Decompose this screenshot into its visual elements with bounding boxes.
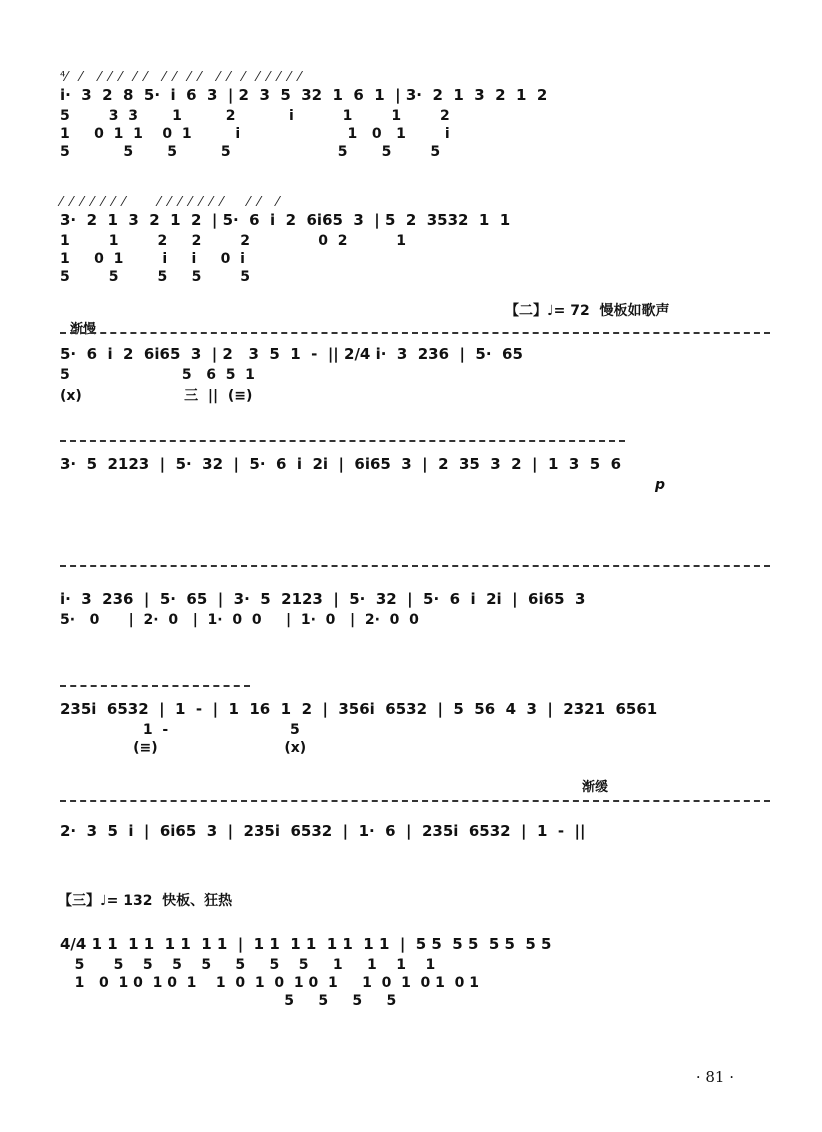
dashed-line [60, 332, 770, 334]
bass-line-1: 1 1 2 2 2 0 2 1 [60, 233, 407, 249]
bass-line-1: 5· 0 | 2· 0 | 1· 0 0 | 1· 0 | 2· 0 0 [60, 612, 419, 628]
bass-line-1: 5 3 3 1 2 i 1 1 2 [60, 108, 450, 124]
staff-system-6 [60, 700, 780, 780]
bass-line-2: (≡) (x) [60, 740, 307, 756]
staff-system-4 [60, 455, 780, 515]
bass-line-2: 1 0 1 i i 0 i [60, 251, 245, 267]
staff-system-1 [60, 70, 780, 180]
bass-line-2: 1 0 1 0 1 0 1 1 0 1 0 1 0 1 1 0 1 0 1 0 1 [60, 975, 480, 991]
melody-line: 2· 3 5 i | 6i65 3 | 235i 6532 | 1· 6 | 235i 6532 | 1 - || [60, 822, 586, 840]
melody-line: 3· 2 1 3 2 1 2 | 5· 6 i 2 6i65 3 | 5 2 3532 1 1 [60, 211, 511, 229]
bass-line-3: 5 5 5 5 5 [60, 269, 251, 285]
dynamic-mark: p [655, 477, 666, 493]
dashed-line [60, 440, 625, 442]
bass-line-2: 1 0 1 1 0 1 i 1 0 1 i [60, 126, 450, 142]
staff-system-2 [60, 195, 780, 305]
bass-line-2: (x) 三 || (≡) [60, 388, 253, 404]
melody-line: 3· 5 2123 | 5· 32 | 5· 6 i 2i | 6i65 3 | 2 35 3 2 | 1 3 5 6 [60, 455, 622, 473]
melody-line: i· 3 2 8 5· i 6 3 | 2 3 5 32 1 6 1 | 3· 2 1 3 2 1 2 [60, 86, 548, 104]
section-3-heading: 【三】♩= 132 快板、狂热 [58, 893, 233, 909]
melody-line: 4/4 1 1 1 1 1 1 1 1 | 1 1 1 1 1 1 1 1 | 5 5 5 5 5 5 5 5 [60, 935, 552, 953]
bass-line-1: 1 - 5 [60, 722, 300, 738]
staff-system-3 [60, 345, 780, 425]
dashed-line [60, 565, 770, 567]
staff-system-5 [60, 590, 780, 650]
bass-line-1: 5 5 6 5 1 [60, 367, 255, 383]
dashed-line [60, 800, 770, 802]
melody-line: i· 3 236 | 5· 65 | 3· 5 2123 | 5· 32 | 5· 6 i 2i | 6i65 3 [60, 590, 586, 608]
articulation-marks: ⁄ ⁄ ⁄ ⁄ ⁄ ⁄ ⁄ ⁄ ⁄ ⁄ ⁄ ⁄ ⁄ ⁄ ⁄ ⁄ ⁄ [60, 195, 279, 210]
dashed-line [60, 685, 250, 687]
bass-line-1: 5 5 5 5 5 5 5 5 1 1 1 1 [60, 957, 436, 973]
page-number: · 81 · [695, 1068, 734, 1086]
staff-system-8 [60, 935, 780, 1045]
melody-line: 235i 6532 | 1 - | 1 16 1 2 | 356i 6532 | 5 56 4 3 | 2321 6561 [60, 700, 658, 718]
bass-line-3: 5 5 5 5 5 5 5 [60, 144, 441, 160]
tempo-word-slowing: 渐慢 [70, 322, 97, 337]
section-2-heading: 【二】♩= 72 慢板如歌声 [505, 303, 670, 319]
staff-system-7 [60, 822, 780, 852]
bass-line-3: 5 5 5 5 [60, 993, 397, 1009]
tempo-word-ritard: 渐缓 [582, 780, 609, 795]
articulation-marks: ⁴⁄ ⁄ ⁄ ⁄ ⁄ ⁄ ⁄ ⁄ ⁄ ⁄ ⁄ ⁄ ⁄ ⁄ ⁄ ⁄ ⁄ ⁄ ⁄ [60, 70, 301, 85]
melody-line: 5· 6 i 2 6i65 3 | 2 3 5 1 - || 2/4 i· 3 236 | 5· 65 [60, 345, 523, 363]
